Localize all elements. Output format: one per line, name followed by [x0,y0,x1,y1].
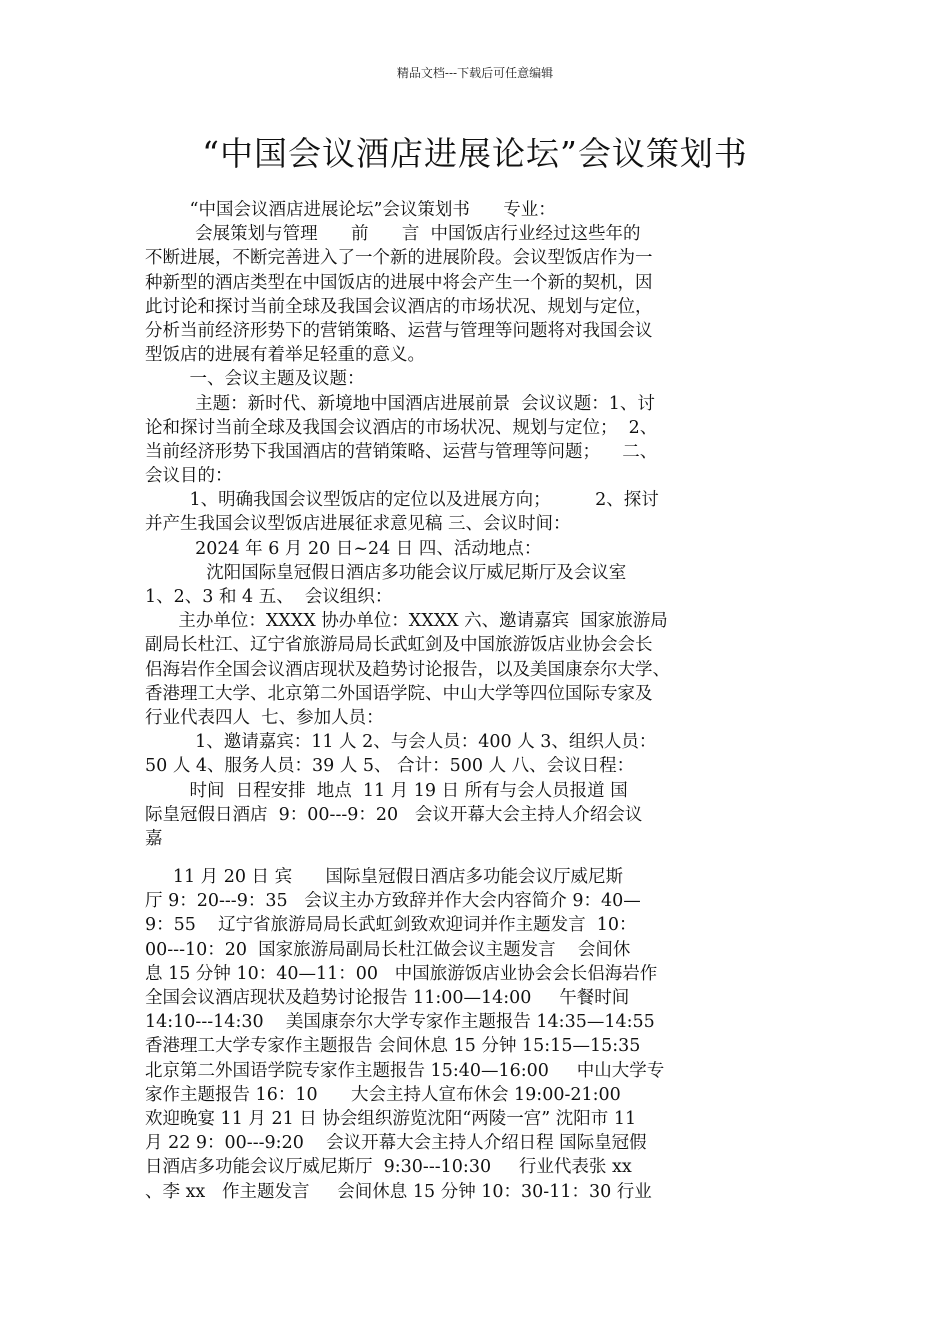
document-title: “中国会议酒店进展论坛”会议策划书 [202,134,748,173]
body-line: 分析当前经济形势下的营销策略、运营与管理等问题将对我国会议 [145,320,653,341]
schedule-line: 14:10---14:30 美国康奈尔大学专家作主题报告 14:35—14:55 [145,1012,655,1033]
section-heading: 一、会议主题及议题： [145,369,365,390]
schedule-line: 9：55 辽宁省旅游局局长武虹剑致欢迎词并作主题发言 10： [145,915,637,936]
body-line: 会议目的： [145,466,233,487]
schedule-line: 全国会议酒店现状及趋势讨论报告 11:00—14:00 午餐时间 [145,988,630,1008]
body-line: 50 人 4、服务人员：39 人 5、 合计：500 人 八、会议日程： [145,756,635,777]
spacer [145,851,810,865]
schedule-line: 际皇冠假日酒店 9：00---9：20 会议开幕大会主持人介绍会议 [145,804,643,825]
schedule-line: 11 月 20 日 宾 国际皇冠假日酒店多功能会议厅威尼斯 [145,867,623,888]
schedule-line: 、李 xx 作主题发言 会间休息 15 分钟 10：30-11：30 行业 [145,1181,652,1202]
schedule-line: 北京第二外国语学院专家作主题报告 15:40—16:00 中山大学专 [145,1060,665,1081]
schedule-line: 嘉 [145,828,163,849]
body-line: 主办单位：XXXX 协办单位：XXXX 六、邀请嘉宾 国家旅游局 [145,611,668,632]
body-line: 1、邀请嘉宾：11 人 2、与会人员：400 人 3、组织人员： [145,732,657,753]
schedule-line: 时间 日程安排 地点 11 月 19 日 所有与会人员报道 国 [145,780,628,801]
body-line: 种新型的酒店类型在中国饭店的进展中将会产生一个新的契机，因 [145,272,653,293]
schedule-line: 日酒店多功能会议厅威尼斯厅 9:30---10:30 行业代表张 xx [145,1157,632,1178]
schedule-line: 息 15 分钟 10：40—11：00 中国旅游饭店业协会会长侣海岩作 [145,963,658,984]
body-line: 1、2、3 和 4 五、 会议组织： [145,587,393,607]
schedule-line: 月 22 9：00---9:20 会议开幕大会主持人介绍日程 国际皇冠假 [145,1133,647,1154]
header-note: 精品文档---下载后可任意编辑 [396,66,554,80]
body-line: 主题：新时代、新境地中国酒店进展前景 会议议题：1、讨 [145,393,655,414]
schedule-line: 家作主题报告 16：10 大会主持人宣布休会 19:00-21:00 [145,1084,621,1105]
body-line: 沈阳国际皇冠假日酒店多功能会议厅威尼斯厅及会议室 [145,562,627,583]
document-body [145,198,810,1204]
body-line: 香港理工大学、北京第二外国语学院、中山大学等四位国际专家及 [145,683,653,704]
body-line: 此讨论和探讨当前全球及我国会议酒店的市场状况、规划与定位， [145,296,653,317]
body-line: 论和探讨当前全球及我国会议酒店的市场状况、规划与定位； 2、 [145,417,658,438]
body-line: 副局长杜江、辽宁省旅游局局长武虹剑及中国旅游饭店业协会会长 [145,635,653,656]
body-line: 型饭店的进展有着举足轻重的意义。 [145,345,425,366]
body-line: 1、明确我国会议型饭店的定位以及进展方向； 2、探讨 [145,490,659,511]
schedule-line: 00---10：20 国家旅游局副局长杜江做会议主题发言 会间休 [145,939,631,960]
body-line: 不断进展，不断完善进入了一个新的进展阶段。会议型饭店作为一 [145,248,653,269]
schedule-line: 厅 9：20---9：35 会议主办方致辞并作大会内容简介 9：40— [145,891,641,912]
schedule-line: 香港理工大学专家作主题报告 会间休息 15 分钟 15:15—15:35 [145,1036,641,1057]
body-line: 2024 年 6 月 20 日~24 日 四、活动地点： [145,538,542,559]
body-line: 当前经济形势下我国酒店的营销策略、运营与管理等问题； 二、 [145,441,658,462]
body-line: 会展策划与管理 前 言 中国饭店行业经过这些年的 [145,224,641,245]
body-line: “中国会议酒店进展论坛”会议策划书 专业： [145,200,556,220]
body-line: 并产生我国会议型饭店进展征求意见稿 三、会议时间： [145,514,571,535]
schedule-line: 欢迎晚宴 11 月 21 日 协会组织游览沈阳“两陵一宫” 沈阳市 11 [145,1108,637,1129]
body-line: 侣海岩作全国会议酒店现状及趋势讨论报告，以及美国康奈尔大学、 [145,659,670,680]
body-line: 行业代表四人 七、参加人员： [145,707,384,728]
